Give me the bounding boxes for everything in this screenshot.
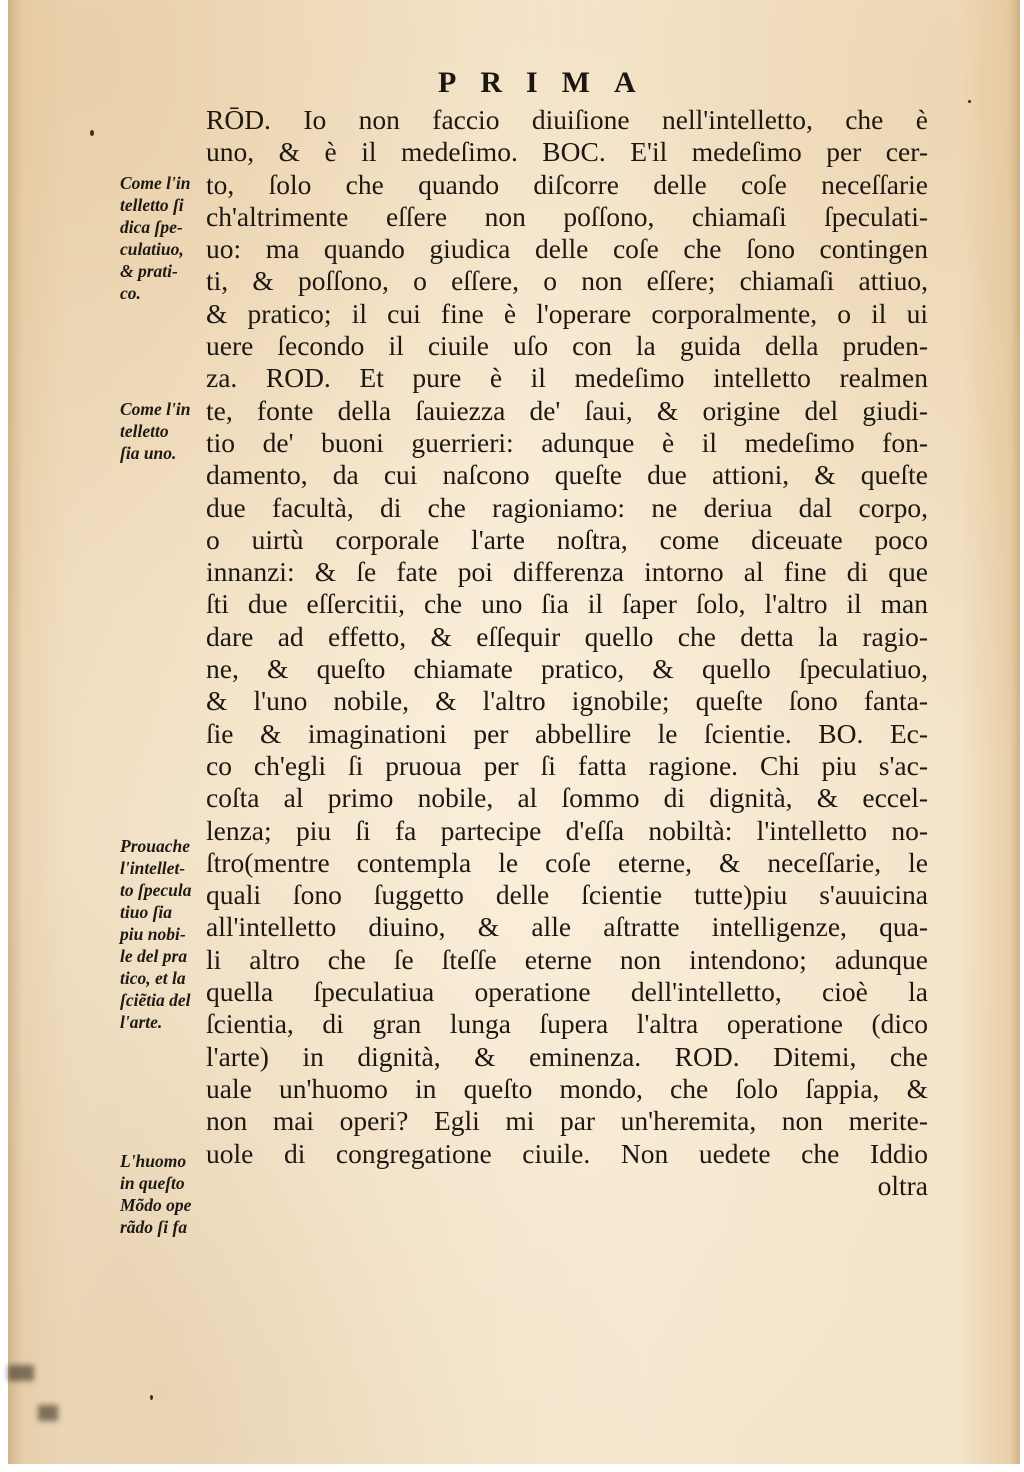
page-edge-shadow-left bbox=[8, 0, 22, 1464]
text-line: l'arte) in dignità, & eminenza. ROD. Ditemi, che bbox=[206, 1040, 928, 1072]
ink-speck bbox=[968, 100, 971, 103]
text-line: ne, & queſto chiamate pratico, & quello ſpeculatiuo, bbox=[206, 653, 928, 685]
text-line: uale un'huomo in queſto mondo, che ſolo ſappia, & bbox=[206, 1072, 928, 1104]
marginal-note-line: tiuo ſia bbox=[120, 902, 173, 922]
ink-speck bbox=[150, 1395, 153, 1400]
marginal-note-line: l'arte. bbox=[120, 1012, 163, 1032]
text-line: ſti due eſſercitii, che uno ſia il ſaper ſolo, l'altro il man bbox=[206, 588, 928, 620]
marginal-note-line: ſciẽtia del bbox=[120, 990, 191, 1010]
text-line: co ch'egli ſi pruoua per ſi fatta ragione. Chi piu s'ac- bbox=[206, 749, 928, 781]
marginal-note-line: piu nobi- bbox=[120, 924, 186, 944]
page-edge-shadow-right bbox=[1010, 0, 1020, 1464]
text-line: uole di congregatione ciuile. Non uedete che Iddio bbox=[206, 1137, 928, 1169]
marginal-note-line: l'intellet- bbox=[120, 858, 186, 878]
catchword: oltra bbox=[877, 1169, 928, 1201]
marginal-note bbox=[120, 398, 216, 464]
marginal-note-line: in queſto bbox=[120, 1173, 185, 1193]
scan-artifact bbox=[8, 1365, 34, 1381]
text-line: quella ſpeculatiua operatione dell'intelletto, cioè la bbox=[206, 976, 928, 1008]
text-line: damento, da cui naſcono queſte due attioni, & queſte bbox=[206, 459, 928, 491]
marginal-note-line: & prati- bbox=[120, 261, 178, 281]
marginal-note-line: to ſpecula bbox=[120, 880, 192, 900]
marginal-note-line: co. bbox=[120, 283, 141, 303]
marginal-note-line: Prouache bbox=[120, 836, 190, 856]
text-line: ſcientia, di gran lunga ſupera l'altra operatione (dico bbox=[206, 1008, 928, 1040]
marginal-note-line: ſia uno. bbox=[120, 443, 177, 463]
text-line: & l'uno nobile, & l'altro ignobile; queſte ſono fanta- bbox=[206, 685, 928, 717]
text-line: ch'altrimente eſſere non poſſono, chiamaſi ſpeculati- bbox=[206, 200, 928, 232]
text-line: uo: ma quando giudica delle coſe che ſono contingen bbox=[206, 233, 928, 265]
main-text-block bbox=[206, 104, 928, 1202]
text-line: tio de' buoni guerrieri: adunque è il medeſimo fon- bbox=[206, 426, 928, 458]
text-line: ti, & poſſono, o eſſere, o non eſſere; chiamaſi attiuo, bbox=[206, 265, 928, 297]
text-line: li altro che ſe ſteſſe eterne non intendono; adunque bbox=[206, 943, 928, 975]
text-line: uere ſecondo il ciuile uſo con la guida della pruden- bbox=[206, 330, 928, 362]
text-line: to, ſolo che quando diſcorre delle coſe neceſſarie bbox=[206, 168, 928, 200]
text-line: za. ROD. Et pure è il medeſimo intelletto realmen bbox=[206, 362, 928, 394]
text-line: due facultà, di che ragioniamo: ne deriua dal corpo, bbox=[206, 491, 928, 523]
running-head: PRIMA bbox=[438, 66, 660, 99]
text-line: dare ad effetto, & eſſequir quello che detta la ragio- bbox=[206, 620, 928, 652]
text-line: uno, & è il medeſimo. BOC. E'il medeſimo per cer- bbox=[206, 136, 928, 168]
marginal-note-line: Mõdo ope bbox=[120, 1195, 192, 1215]
marginal-note-line: rãdo ſi fa bbox=[120, 1217, 188, 1237]
marginal-note bbox=[120, 835, 216, 1033]
text-line: non mai operi? Egli mi par un'heremita, non merite- bbox=[206, 1105, 928, 1137]
marginal-note bbox=[120, 1150, 216, 1238]
text-line: quali ſono ſuggetto delle ſcientie tutte)piu s'auuicina bbox=[206, 879, 928, 911]
text-line: RŌD. Io non faccio diuiſione nell'intelletto, che è bbox=[206, 104, 928, 135]
text-line: coſta al primo nobile, al ſommo di dignità, & eccel- bbox=[206, 782, 928, 814]
text-line: all'intelletto diuino, & alle aſtratte intelligenze, qua- bbox=[206, 911, 928, 943]
marginal-note-line: telletto ſi bbox=[120, 195, 184, 215]
text-line: o uirtù corporale l'arte noſtra, come diceuate poco bbox=[206, 523, 928, 555]
text-line: innanzi: & ſe fate poi differenza intorno al fine di que bbox=[206, 556, 928, 588]
text-line: lenza; piu ſi fa partecipe d'eſſa nobiltà: l'intelletto no- bbox=[206, 814, 928, 846]
marginal-note-line: le del pra bbox=[120, 946, 188, 966]
marginal-note-line: L'huomo bbox=[120, 1151, 187, 1171]
scan-artifact bbox=[38, 1405, 58, 1421]
marginal-note-line: telletto bbox=[120, 421, 169, 441]
text-line: te, fonte della ſauiezza de' ſaui, & origine del giudi- bbox=[206, 394, 928, 426]
marginal-note-line: Come l'in bbox=[120, 173, 191, 193]
book-page bbox=[8, 0, 1020, 1464]
text-line: ſtro(mentre contempla le coſe eterne, & neceſſarie, le bbox=[206, 846, 928, 878]
text-line: ſie & imaginationi per abbellire le ſcientie. BO. Ec- bbox=[206, 717, 928, 749]
marginal-note-line: Come l'in bbox=[120, 399, 191, 419]
ink-speck bbox=[90, 130, 94, 136]
marginal-note-line: dica ſpe- bbox=[120, 217, 183, 237]
marginal-note-line: culatiuo, bbox=[120, 239, 184, 259]
marginal-note bbox=[120, 172, 216, 304]
marginal-note-line: tico, et la bbox=[120, 968, 186, 988]
text-line: & pratico; il cui fine è l'operare corporalmente, o il ui bbox=[206, 297, 928, 329]
